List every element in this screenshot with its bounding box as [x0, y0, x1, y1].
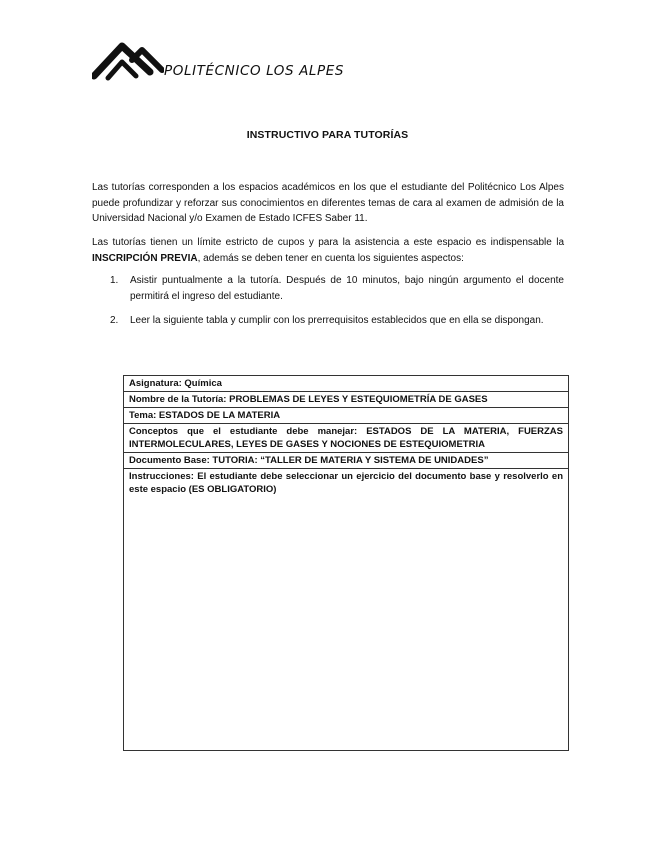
- tutorial-name-row: Nombre de la Tutoría: PROBLEMAS DE LEYES Y ESTEQUIOMETRÍA DE GASES: [124, 392, 568, 408]
- list-item: [92, 313, 564, 329]
- registration-emphasis: INSCRIPCIÓN PREVIA: [92, 252, 198, 264]
- list-item: [92, 273, 564, 305]
- list-number: 1.: [110, 275, 119, 286]
- topic-row: Tema: ESTADOS DE LA MATERIA: [124, 408, 568, 424]
- requirements-paragraph: [92, 235, 564, 266]
- intro-paragraph: Las tutorías corresponden a los espacios académicos en los que el estudiante del Politécnico Los Alpes puede profundizar y reforzar sus conocimientos en diferentes temas de cara al examen de admisión de la Universidad Nacional y/o Examen de Estado ICFES Saber 11.: [92, 182, 564, 224]
- mountain-logo-icon: [92, 40, 164, 84]
- tutorial-table: [123, 375, 569, 751]
- document-title: INSTRUCTIVO PARA TUTORÍAS: [246, 129, 409, 141]
- base-document-row: Documento Base: TUTORIA: “TALLER DE MATERIA Y SISTEMA DE UNIDADES”: [124, 453, 568, 469]
- instructions-row[interactable]: Instrucciones: El estudiante debe seleccionar un ejercicio del documento base y resolverlo en este espacio (ES OBLIGATORIO): [129, 471, 563, 495]
- paragraph-text-end: , además se deben tener en cuenta los siguientes aspectos:: [197, 252, 464, 264]
- concepts-row: Conceptos que el estudiante debe manejar: ESTADOS DE LA MATERIA, FUERZAS INTERMOLECULARES, LEYES DE GASES Y NOCIONES DE ESTEQUIOMETRIA: [124, 424, 568, 453]
- list-text: Asistir puntualmente a la tutoría. Después de 10 minutos, bajo ningún argumento el docente permitirá el ingreso del estudiante.: [130, 275, 564, 302]
- aspects-list-continued: [92, 313, 564, 329]
- paragraph-text-start: Las tutorías tienen un límite estricto de cupos y para la asistencia a este espacio es indispensable la: [92, 237, 564, 248]
- list-number: 2.: [110, 315, 119, 326]
- institution-name: POLITÉCNICO LOS ALPES: [164, 63, 345, 79]
- institution-logo: [92, 40, 392, 84]
- aspects-list: [92, 273, 564, 305]
- subject-row: Asignatura: Química: [124, 376, 568, 392]
- list-text: Leer la siguiente tabla y cumplir con los prerrequisitos establecidos que en ella se dispongan.: [130, 315, 544, 326]
